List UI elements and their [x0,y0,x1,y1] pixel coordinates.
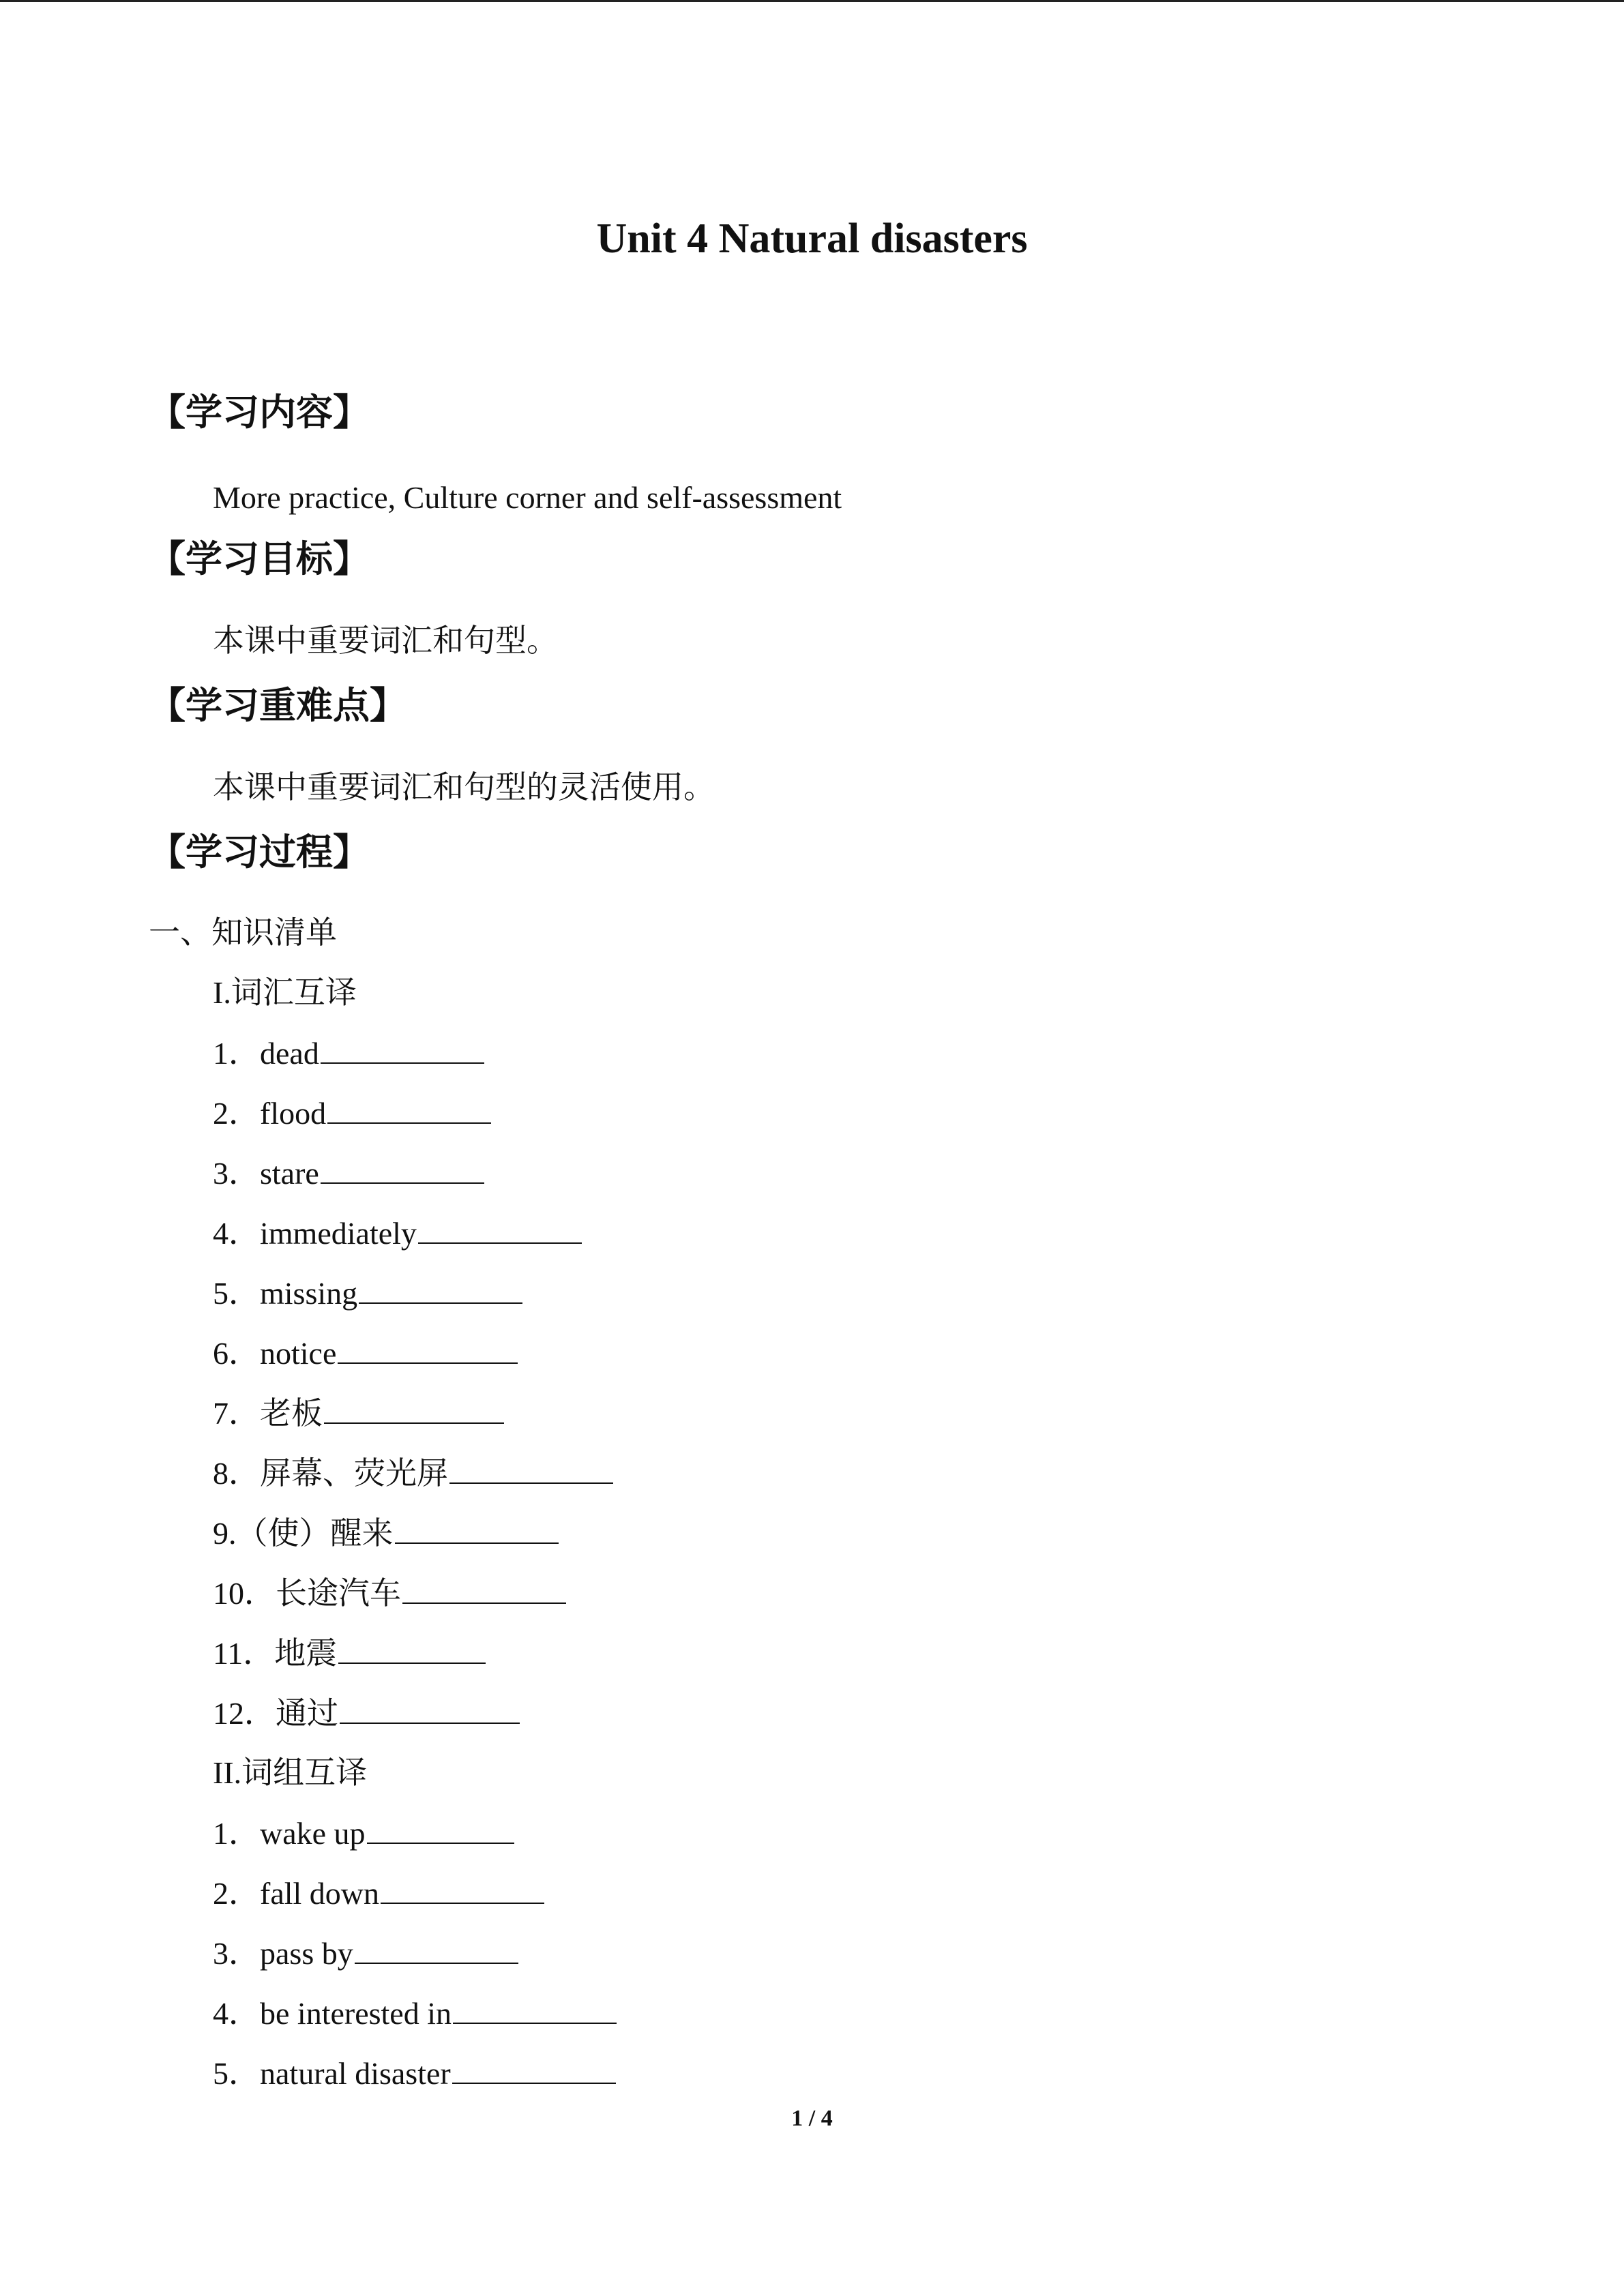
knowledge-list-label: 一、知识清单 [149,915,337,950]
answer-blank[interactable] [381,1873,544,1904]
answer-blank[interactable] [321,1152,484,1184]
page-number: 1 / 4 [791,2106,833,2131]
vocab-item: 4．immediately [213,1212,582,1254]
key-points-text: 本课中重要词汇和句型的灵活使用。 [213,770,715,805]
vocab-item: 5．missing [213,1272,522,1314]
answer-blank[interactable] [340,1693,520,1724]
heading-key-points: 【学习重难点】 [149,684,407,727]
learning-goals-text: 本课中重要词汇和句型。 [213,623,558,658]
answer-blank[interactable] [453,1993,617,2024]
vocab-item: 1．dead [213,1032,484,1074]
answer-blank[interactable] [321,1032,484,1064]
document-title: Unit 4 Natural disasters [596,215,1028,262]
answer-blank[interactable] [367,1813,514,1844]
vocab-item: 3．stare [213,1152,484,1194]
answer-blank[interactable] [418,1212,582,1244]
answer-blank[interactable] [395,1512,559,1544]
phrase-item: 3．pass by [213,1933,518,1974]
vocab-item: 10．长途汽车 [213,1572,566,1614]
phrase-item: 1．wake up [213,1813,514,1854]
answer-blank[interactable] [355,1933,518,1964]
vocab-item: 6．notice [213,1332,518,1374]
answer-blank[interactable] [402,1572,566,1604]
phrase-section-label: II.词组互译 [213,1755,368,1790]
vocab-item: 8．屏幕、荧光屏 [213,1452,613,1494]
answer-blank[interactable] [449,1452,613,1484]
answer-blank[interactable] [359,1272,522,1304]
heading-learning-content: 【学习内容】 [149,391,370,434]
vocab-item: 7．老板 [213,1392,504,1434]
learning-content-text: More practice, Culture corner and self-assessment [213,480,842,515]
vocab-item: 12．通过 [213,1693,520,1734]
answer-blank[interactable] [327,1092,491,1124]
answer-blank[interactable] [452,2053,616,2084]
vocab-item: 11．地震 [213,1632,486,1674]
answer-blank[interactable] [338,1332,518,1364]
vocab-section-label: I.词汇互译 [213,975,357,1010]
phrase-item: 2．fall down [213,1873,544,1914]
heading-learning-process: 【学习过程】 [149,831,370,874]
phrase-item: 5．natural disaster [213,2053,616,2094]
vocab-item: 2．flood [213,1092,491,1134]
heading-learning-goals: 【学习目标】 [149,537,370,580]
answer-blank[interactable] [338,1632,486,1664]
answer-blank[interactable] [324,1392,504,1424]
vocab-item: 9.（使）醒来 [213,1512,559,1554]
phrase-item: 4．be interested in [213,1993,617,2034]
